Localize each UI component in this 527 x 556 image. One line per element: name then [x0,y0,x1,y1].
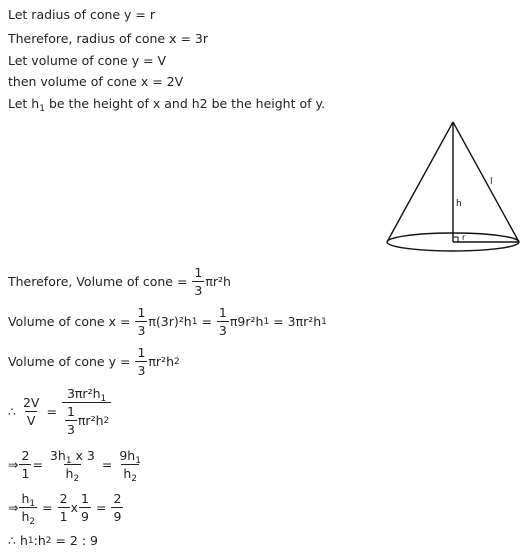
eq2-term-1: π(3r)²h [148,314,192,329]
intro-line-3: Let volume of cone y = V [8,53,167,68]
eq3-tail: πr²h [148,354,174,369]
eq6-f3den: 9 [81,509,89,524]
ratio-volume-line [8,386,112,437]
intro-line-5-b: be the height of x and h2 be the height of y. [44,96,326,111]
cone-slant-label: l [490,177,493,187]
volume-x-line: Volume of cone x = $\frac{1}{3}$ π(3r)²h 1 = $\frac{1}{3}$ π9r²h 1 = 3πr²h 1 [8,305,327,338]
eq5-f3den-sub: 2 [131,474,137,484]
eq5-f2num-sub: 1 [65,456,72,466]
eq7-therefore: ∴ [8,533,16,548]
eq6-f2num: 2 [59,491,68,506]
eq4-rden-tail: πr²h [77,413,104,428]
eq6-f1num-sub: 1 [29,499,36,509]
eq6-equals-2: = [95,500,107,515]
eq5-f2num: 3h [49,448,66,463]
eq7-a: h [19,533,28,548]
eq1-tail: πr²h [205,274,231,289]
ratio-step-line-2 [8,491,124,527]
volume-formula-line [8,265,231,298]
intro-line-4: then volume of cone x = 2V [8,74,184,89]
eq4-equals: = [46,404,57,419]
eq5-f2num-wrap [48,448,97,464]
eq6-f4den: 9 [113,509,122,524]
eq5-f2den-sub: 2 [73,474,80,484]
eq6-f1den-sub: 2 [29,517,36,527]
eq5-f3den: h [123,466,132,481]
eq3-num: 1 [137,345,146,360]
cone-slant-edge [453,122,519,242]
eq3-label: Volume of cone y = [8,354,131,369]
intro-line-5-sub: 1 [39,104,45,114]
eq3-den: 3 [137,363,146,378]
eq2-fraction-1 [135,305,147,338]
eq5-f1den: 1 [21,466,30,481]
eq6-f1num: h [21,491,30,506]
eq6-fraction-1 [19,491,37,527]
eq1-den: 3 [194,283,203,298]
eq5-fraction-2 [48,448,97,484]
eq6-times: x [70,500,78,515]
eq5-equals: = [32,457,43,472]
eq4-rnum-sub: 1 [100,394,107,404]
eq4-rden-wrap: $\frac{1}{3}$ πr²h 2 [62,402,111,437]
eq4-rnum: 3πr²h [66,386,101,401]
eq5-equals-2: = [101,457,113,472]
eq6-equals: = [42,500,53,515]
eq6-f3num: 1 [81,491,89,506]
eq6-f2den: 1 [59,509,68,524]
volume-y-line: Volume of cone y = $\frac{1}{3}$ πr²h 2 [8,345,180,378]
eq6-f1den-wrap [19,507,37,527]
eq6-fraction-4 [111,491,123,524]
eq5-f3num: 9h [119,448,136,463]
eq5-f1num: 2 [21,448,30,463]
eq2-label: Volume of cone x = [8,314,131,329]
eq4-rnum-wrap [65,386,108,402]
eq5-f3num-sub: 1 [135,456,141,466]
eq4-rden-fraction [65,404,77,437]
eq4-lden: V [26,413,36,428]
eq1-fraction [192,265,204,298]
eq5-arrow: ⇒ [8,457,19,472]
eq7-colon: :h [33,533,46,548]
eq2-f2num: 1 [218,305,227,320]
eq4-right-fraction [62,386,111,437]
eq2-f2den: 3 [218,323,227,338]
eq4-therefore: ∴ [8,404,16,419]
eq6-f4num: 2 [113,491,122,506]
intro-line-1: Let radius of cone y = r [8,7,156,22]
eq7-rest: = 2 : 9 [51,533,98,548]
eq2-term-3: = 3πr²h [273,314,322,329]
eq6-fraction-3 [79,491,91,524]
eq2-term-2: π9r²h [229,314,264,329]
eq4-rden-fnum: 1 [66,404,75,419]
ratio-step-line-1 [8,448,144,484]
eq5-f2den: h [65,466,74,481]
cone-right-angle-mark [453,237,458,242]
final-ratio-line: ∴ h 1 :h 2 = 2 : 9 [8,533,98,548]
eq5-fraction-1 [19,448,31,481]
cone-height-label: h [456,199,462,209]
cone-radius-label: r [462,233,466,242]
eq4-rden-fden: 3 [66,422,75,437]
eq2-f1den: 3 [137,323,146,338]
eq5-f3den-wrap [121,464,139,484]
intro-line-2: Therefore, radius of cone x = 3r [8,31,209,46]
eq5-f2num-tail: x 3 [71,448,95,463]
intro-line-5-a: Let h [8,96,40,111]
eq6-f1den: h [21,509,30,524]
eq5-fraction-3 [117,448,143,484]
cone-figure [383,116,523,256]
eq3-fraction [135,345,147,378]
eq5-f3num-wrap [117,448,143,464]
eq2-equals: = [201,314,212,329]
eq5-f2den-wrap [64,464,82,484]
eq6-f1num-wrap [19,491,37,507]
eq6-arrow: ⇒ [8,500,19,515]
eq4-left-fraction [21,395,42,428]
eq2-f1num: 1 [137,305,146,320]
cone-left-edge [387,122,453,242]
intro-line-5 [8,96,325,112]
eq4-lnum: 2V [22,395,40,410]
eq1-label: Therefore, Volume of cone = [8,274,188,289]
eq1-num: 1 [194,265,203,280]
eq6-fraction-2 [58,491,70,524]
eq2-fraction-2 [217,305,229,338]
